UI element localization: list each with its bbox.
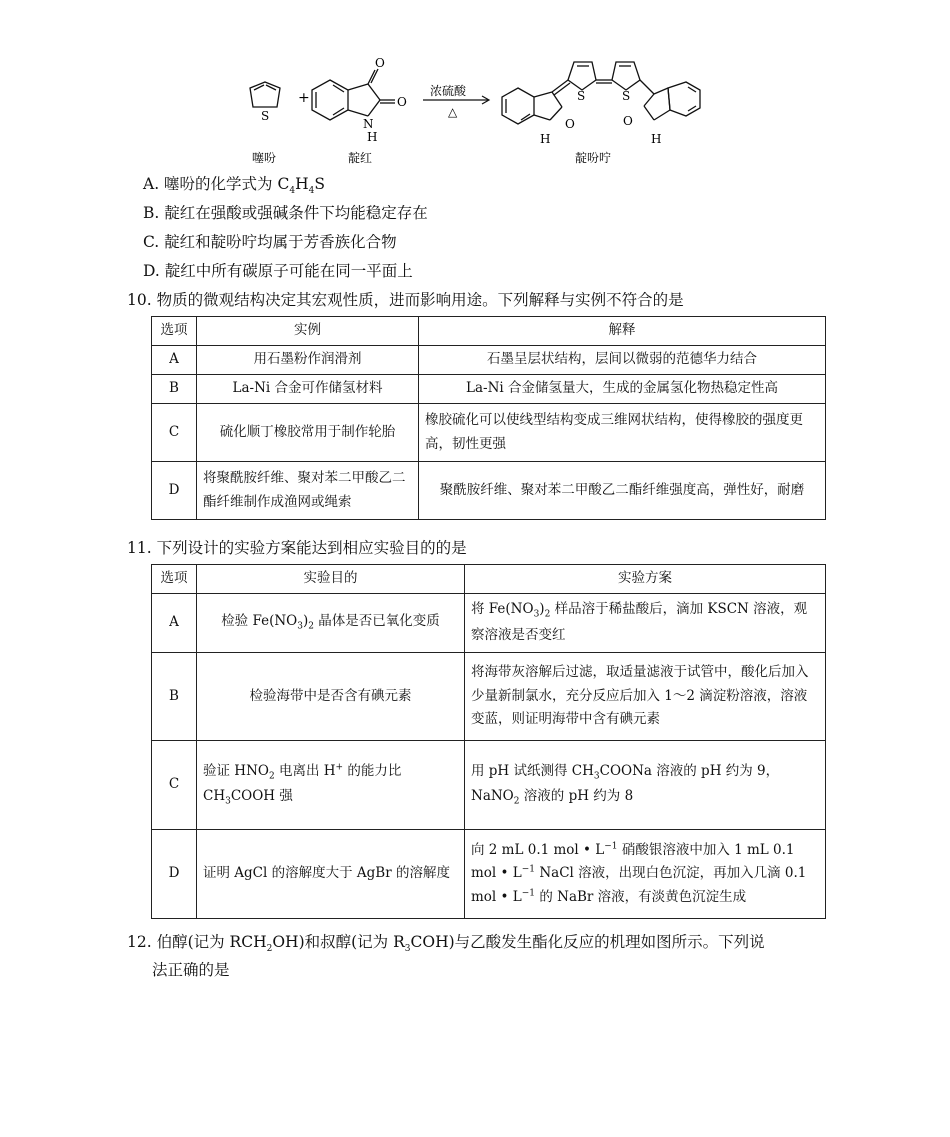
product-h1: H [540,132,551,146]
product-o2: O [623,114,633,128]
explain-cell: La-Ni 合金储氢量大，生成的金属氢化物热稳定性高 [419,375,826,404]
example-cell: 将聚酰胺纤维、聚对苯二甲酸乙二酯纤维制作成渔网或绳索 [197,462,419,520]
plan-cell: 将海带灰溶解后过滤，取适量滤液于试管中，酸化后加入少量新制氯水，充分反应后加入 1～2 滴淀粉溶液，溶液变蓝，则证明海带中含有碘元素 [465,653,826,741]
example-cell: 硫化顺丁橡胶常用于制作轮胎 [197,404,419,462]
reaction-scheme [230,50,730,170]
table-row [152,830,826,919]
purpose-cell: 检验 $Fe(NO_3)_2$ 晶体是否已氧化变质 [197,594,465,653]
product-h2: H [651,132,662,146]
purpose-cell: 证明 AgCl 的溶解度大于 AgBr 的溶解度 [197,830,465,919]
table-row [152,741,826,830]
plan-cell: 向 2 mL 0.1 mol • $L^{-1}$ 硝酸银溶液中加入 1 mL 0.1 mol • $L^{-1}$ NaCl 溶液，出现白色沉淀，再加入几滴 0.1 mol • $L^{-1}$ 的 NaBr 溶液，有淡黄色沉淀生成 [465,830,826,919]
q11-stem: 11. 下列设计的实验方案能达到相应实验目的的是 [127,539,467,557]
product-s2: S [622,89,631,103]
label-isatin: 靛红 [348,151,373,165]
option-cell: A [152,594,197,653]
product-s1: S [577,89,586,103]
label-thiophene: 噻吩 [252,151,277,165]
example-cell: La-Ni 合金可作储氢材料 [197,375,419,404]
q10-header-explain: 解释 [419,317,826,346]
product-structure [502,62,700,124]
plan-cell: 将 $Fe(NO_3)_2$ 样品溶于稀盐酸后，滴加 KSCN 溶液，观察溶液是否变红 [465,594,826,653]
isatin-h: H [367,130,378,144]
q9-option-b: B. 靛红在强酸或强碱条件下均能稳定存在 [143,204,428,222]
explain-cell: 橡胶硫化可以使线型结构变成三维网状结构，使得橡胶的强度更高，韧性更强 [419,404,826,462]
q10-table [151,316,826,520]
q11-header-opt: 选项 [152,565,197,594]
option-cell: D [152,830,197,919]
table-row [152,594,826,653]
q11-header-purpose: 实验目的 [197,565,465,594]
isatin-o-right: O [397,95,407,109]
isatin-structure [312,69,395,120]
purpose-cell: 验证 $HNO_2$ 电离出 H+ 的能力比 $CH_3COOH$ 强 [197,741,465,830]
option-cell: D [152,462,197,520]
q11-header-row [152,565,826,594]
q12-stem-line2: 法正确的是 [152,961,230,979]
option-cell: A [152,346,197,375]
explain-cell: 聚酰胺纤维、聚对苯二甲酸乙二酯纤维强度高，弹性好，耐磨 [419,462,826,520]
table-row [152,375,826,404]
q9-option-d: D. 靛红中所有碳原子可能在同一平面上 [143,262,413,280]
table-row [152,653,826,741]
explain-cell: 石墨呈层状结构，层间以微弱的范德华力结合 [419,346,826,375]
table-row [152,404,826,462]
isatin-o-top: O [375,56,385,70]
q11-header-plan: 实验方案 [465,565,826,594]
option-cell: B [152,653,197,741]
reagent-label: 浓硫酸 [430,84,467,98]
q10-header-opt: 选项 [152,317,197,346]
isatin-n: N [363,117,374,131]
option-cell: C [152,741,197,830]
q11-table [151,564,826,919]
thiophene-s: S [261,109,270,123]
q10-header-row [152,317,826,346]
label-product: 靛吩咛 [575,151,612,165]
example-cell: 用石墨粉作润滑剂 [197,346,419,375]
q9-option-a: A. 噻吩的化学式为 $C_4H_4S$ [143,175,325,197]
option-cell: B [152,375,197,404]
purpose-cell: 检验海带中是否含有碘元素 [197,653,465,741]
option-cell: C [152,404,197,462]
product-o1: O [565,117,575,131]
q12-stem: 12. 伯醇(记为 $RCH_2OH$)和叔醇(记为 $R_3COH$)与乙酸发生酯化反应的机理如图所示。下列说 [127,933,765,955]
q10-header-example: 实例 [197,317,419,346]
q10-stem: 10. 物质的微观结构决定其宏观性质，进而影响用途。下列解释与实例不符合的是 [127,291,684,309]
thiophene-structure [250,82,280,107]
table-row [152,346,826,375]
q9-option-c: C. 靛红和靛吩咛均属于芳香族化合物 [143,233,397,251]
plus-sign: + [298,90,310,106]
table-row [152,462,826,520]
plan-cell: 用 pH 试纸测得 $CH_3COONa$ 溶液的 pH 约为 9，NaNO$_2$ 溶液的 pH 约为 8 [465,741,826,830]
heat-label: △ [448,105,458,119]
